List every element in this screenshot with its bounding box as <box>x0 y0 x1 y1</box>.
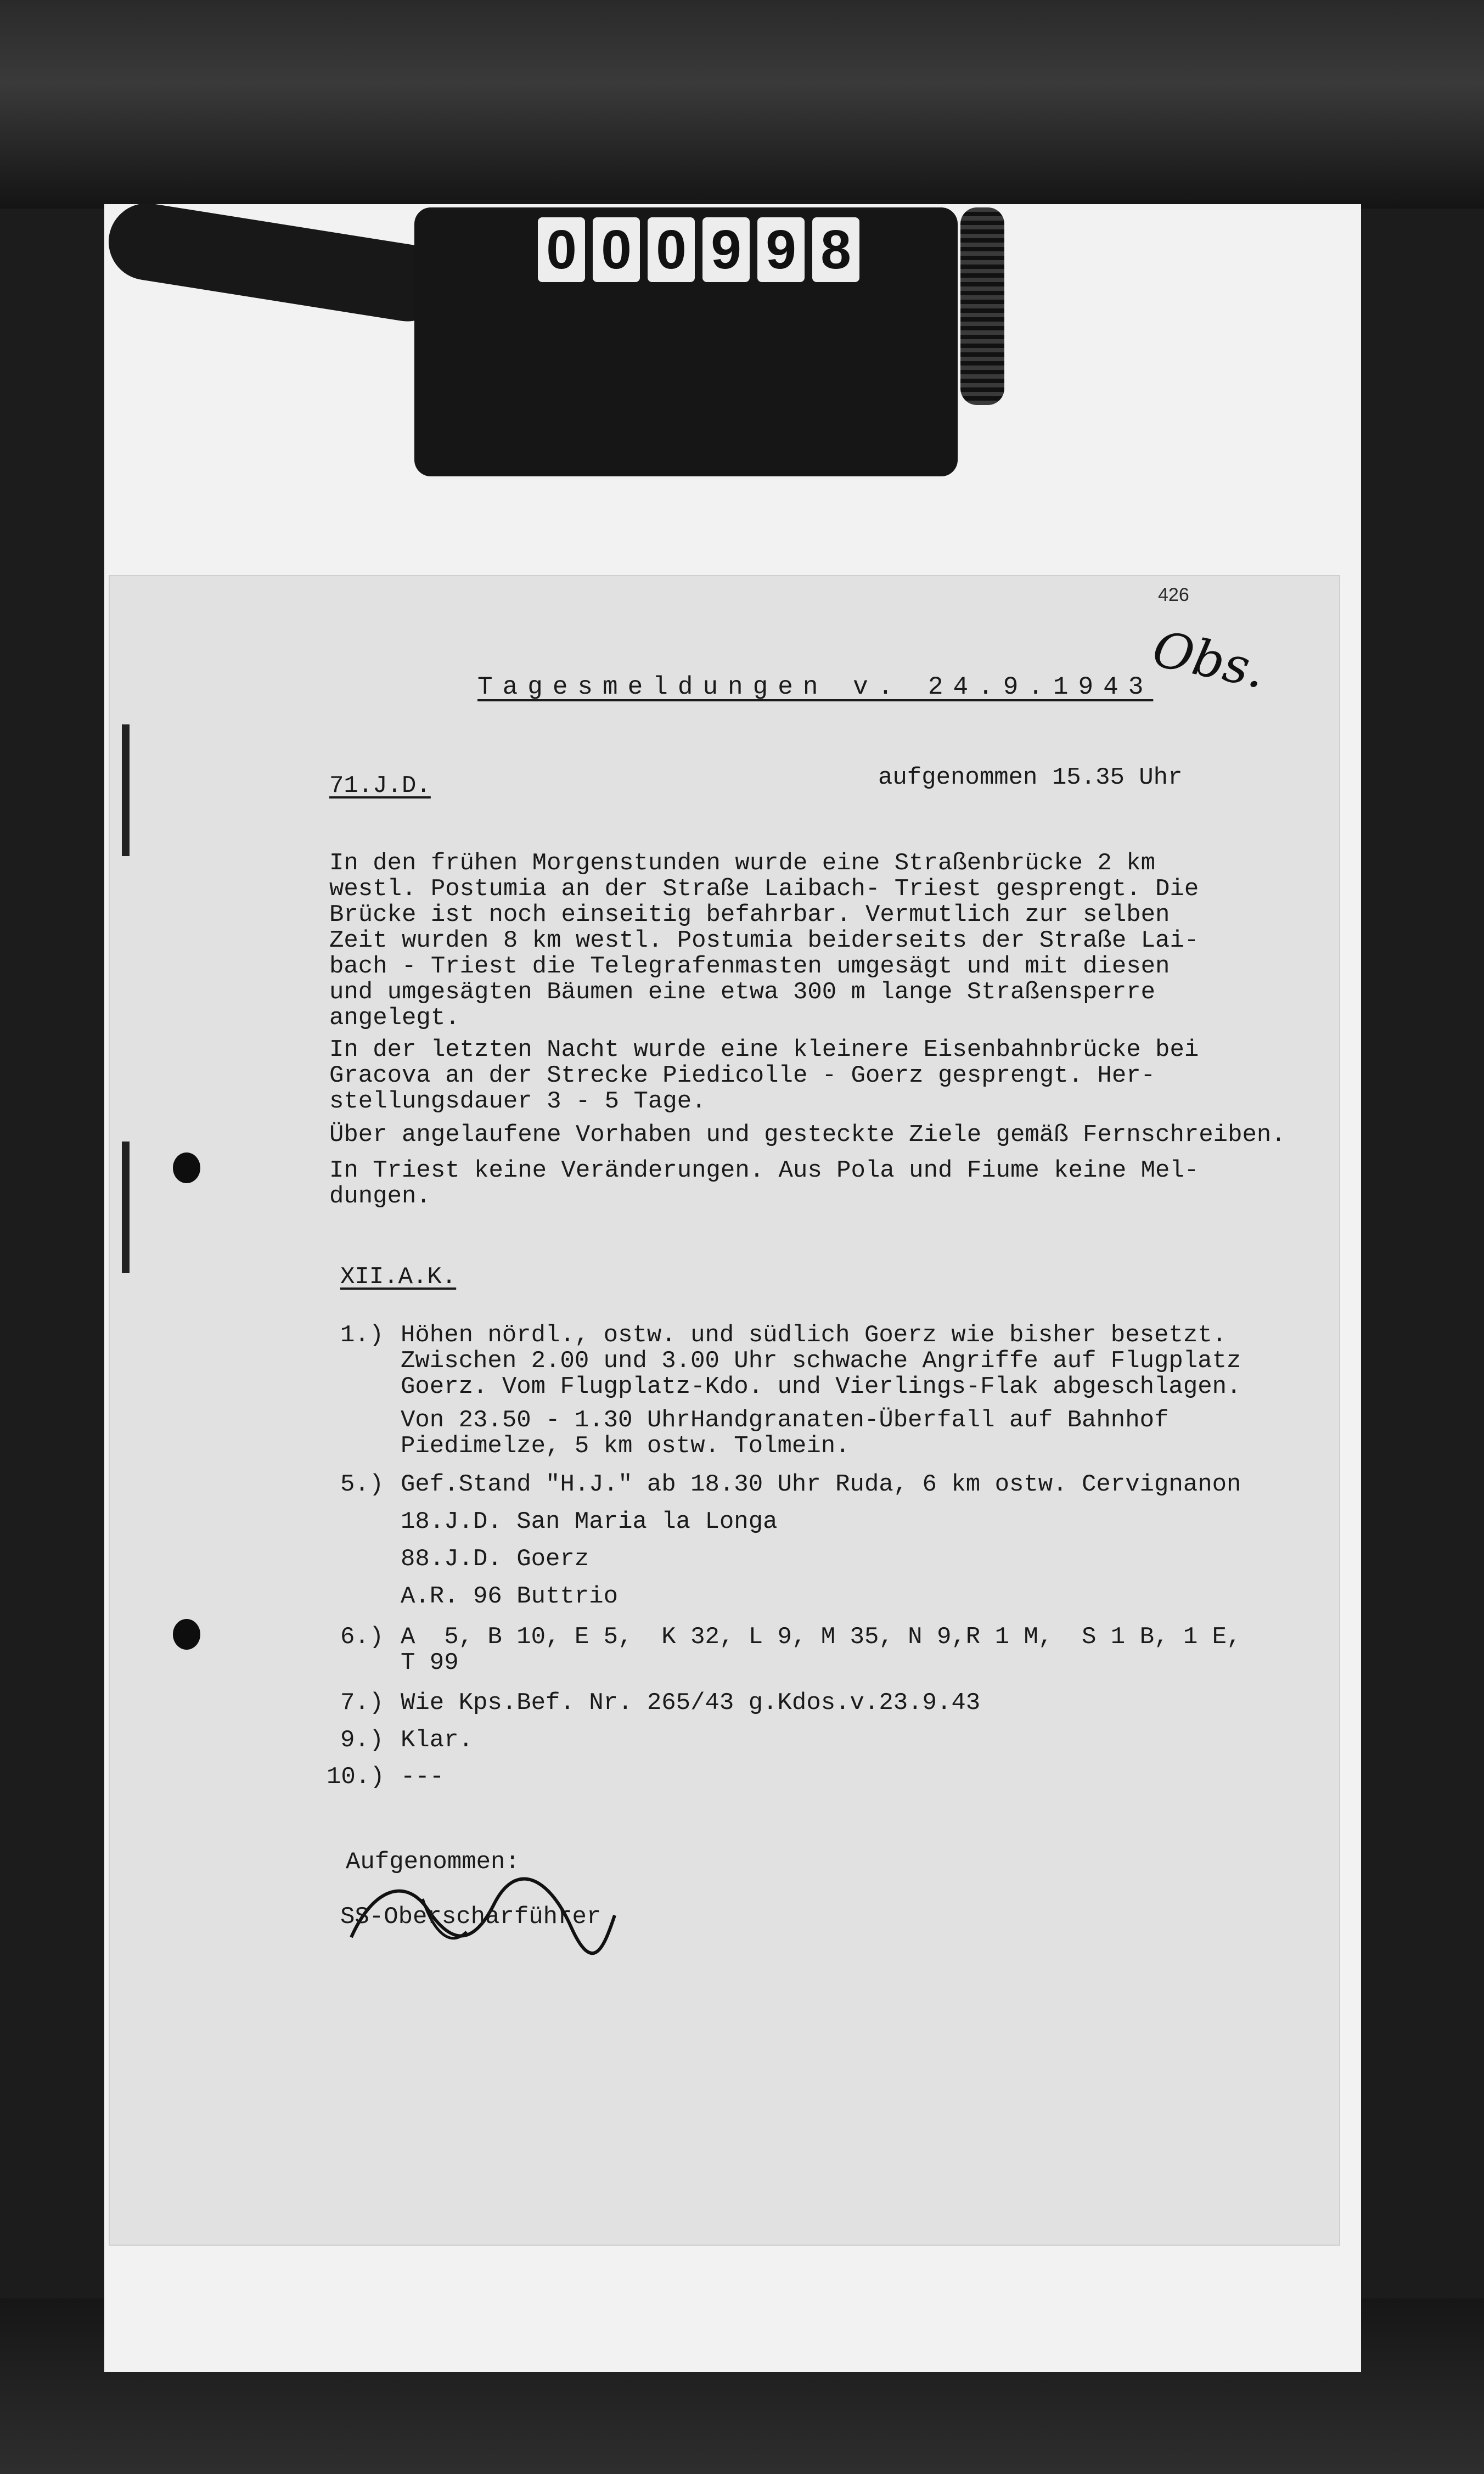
report-line: angelegt. <box>329 1004 460 1032</box>
report-line: dungen. <box>329 1183 431 1210</box>
punch-hole <box>173 1152 200 1183</box>
unit-heading: 71.J.D. <box>329 772 431 800</box>
item-line: Wie Kps.Bef. Nr. 265/43 g.Kdos.v.23.9.43 <box>401 1689 981 1717</box>
edge-mark <box>122 724 130 856</box>
counter-digit: 0 <box>593 217 640 282</box>
frame-counter <box>414 207 952 476</box>
item-line: T 99 <box>401 1649 459 1677</box>
item-number: 6.) <box>340 1623 384 1651</box>
counter-digit: 9 <box>702 217 750 282</box>
report-line: und umgesägten Bäumen eine etwa 300 m lange Straßensperre <box>329 979 1156 1006</box>
report-line: Zeit wurden 8 km westl. Postumia beiderseits der Straße Lai- <box>329 927 1199 954</box>
item-line: Goerz. Vom Flugplatz-Kdo. und Vierlings-Flak abgeschlagen. <box>401 1373 1241 1401</box>
report-line: In der letzten Nacht wurde eine kleinere Eisenbahnbrücke bei <box>329 1036 1199 1064</box>
counter-body <box>414 207 958 476</box>
archive-stamp: 426 <box>1158 584 1189 605</box>
report-line: bach - Triest die Telegrafenmasten umgesägt und mit diesen <box>329 953 1170 980</box>
report-line: In Triest keine Veränderungen. Aus Pola und Fiume keine Mel- <box>329 1157 1199 1184</box>
item-line: Piedimelze, 5 km ostw. Tolmein. <box>401 1432 850 1460</box>
item-line: Zwischen 2.00 und 3.00 Uhr schwache Angriffe auf Flugplatz <box>401 1347 1241 1375</box>
edge-mark <box>122 1142 130 1273</box>
item-number: 10.) <box>327 1763 385 1791</box>
counter-digit: 0 <box>538 217 585 282</box>
item-number: 7.) <box>340 1689 384 1717</box>
signature-rank: SS-Oberscharführer <box>340 1903 602 1931</box>
item-number: 9.) <box>340 1727 384 1754</box>
item-line: Gef.Stand "H.J." ab 18.30 Uhr Ruda, 6 km ostw. Cervignanon <box>401 1471 1241 1498</box>
item-number: 1.) <box>340 1322 384 1349</box>
item-line: --- <box>401 1763 445 1791</box>
document-sheet <box>110 576 1339 2245</box>
counter-digit: 0 <box>648 217 695 282</box>
signature-label: Aufgenommen: <box>346 1848 520 1876</box>
received-time: aufgenommen 15.35 Uhr <box>878 764 1183 791</box>
punch-hole <box>173 1619 200 1650</box>
report-line: Gracova an der Strecke Piedicolle - Goerz gesprengt. Her- <box>329 1062 1156 1089</box>
item-line: 88.J.D. Goerz <box>401 1545 589 1573</box>
item-line: A 5, B 10, E 5, K 32, L 9, M 35, N 9,R 1 M, S 1 B, 1 E, <box>401 1623 1241 1651</box>
handwritten-note: Obs. <box>1148 620 1271 700</box>
scan-background-top <box>0 0 1484 209</box>
item-line: A.R. 96 Buttrio <box>401 1583 619 1610</box>
unit-heading: XII.A.K. <box>340 1263 457 1291</box>
report-line: Brücke ist noch einseitig befahrbar. Vermutlich zur selben <box>329 901 1170 929</box>
item-line: Höhen nördl., ostw. und südlich Goerz wie bisher besetzt. <box>401 1322 1227 1349</box>
item-line: 18.J.D. San Maria la Longa <box>401 1508 778 1536</box>
report-line: In den frühen Morgenstunden wurde eine Straßenbrücke 2 km <box>329 850 1156 877</box>
counter-knob <box>960 207 1004 405</box>
report-line: westl. Postumia an der Straße Laibach- Triest gesprengt. Die <box>329 875 1199 903</box>
item-line: Von 23.50 - 1.30 UhrHandgranaten-Überfall auf Bahnhof <box>401 1407 1169 1434</box>
counter-digit: 9 <box>757 217 805 282</box>
document-title: Tagesmeldungen v. 24.9.1943 <box>477 673 1154 701</box>
counter-digit: 8 <box>812 217 859 282</box>
item-number: 5.) <box>340 1471 384 1498</box>
report-line: Über angelaufene Vorhaben und gesteckte Ziele gemäß Fernschreiben. <box>329 1121 1286 1149</box>
report-line: stellungsdauer 3 - 5 Tage. <box>329 1088 706 1115</box>
item-line: Klar. <box>401 1727 474 1754</box>
counter-digits <box>538 217 859 282</box>
